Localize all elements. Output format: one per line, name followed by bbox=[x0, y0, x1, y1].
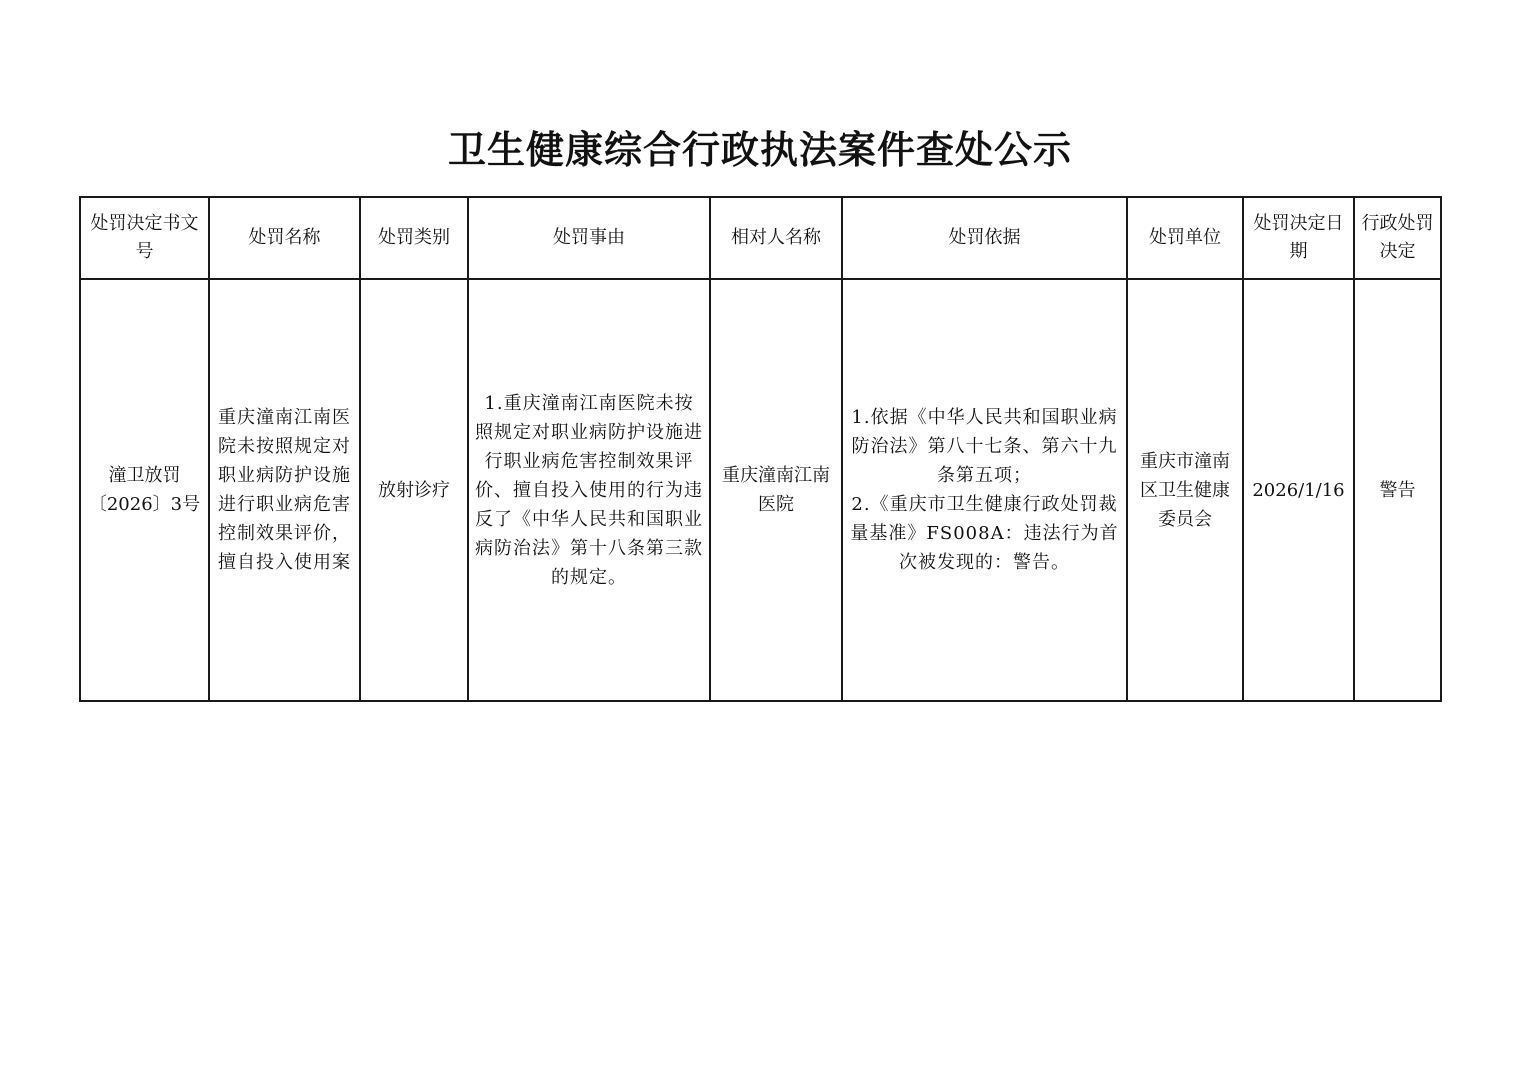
cell-decision-date: 2026/1/16 bbox=[1243, 279, 1354, 701]
header-penalty-basis: 处罚依据 bbox=[842, 197, 1127, 279]
header-penalty-name: 处罚名称 bbox=[209, 197, 360, 279]
cell-penalty-basis bbox=[842, 279, 1127, 701]
header-decision: 行政处罚决定 bbox=[1354, 197, 1441, 279]
cell-penalty-reason: 1.重庆潼南江南医院未按照规定对职业病防护设施进行职业病危害控制效果评价、擅自投入使用的行为违反了《中华人民共和国职业病防治法》第十八条第三款的规定。 bbox=[468, 279, 710, 701]
header-party-name: 相对人名称 bbox=[710, 197, 842, 279]
table-row bbox=[80, 279, 1441, 701]
page-title: 卫生健康综合行政执法案件查处公示 bbox=[447, 127, 1072, 172]
header-doc-number: 处罚决定书文号 bbox=[80, 197, 209, 279]
header-penalty-reason: 处罚事由 bbox=[468, 197, 710, 279]
cell-penalty-category: 放射诊疗 bbox=[360, 279, 468, 701]
header-decision-date: 处罚决定日期 bbox=[1243, 197, 1354, 279]
table-header-row bbox=[80, 197, 1441, 279]
cell-penalty-name: 重庆潼南江南医院未按照规定对职业病防护设施进行职业病危害控制效果评价，擅自投入使用案 bbox=[209, 279, 360, 701]
penalty-notice-table bbox=[79, 196, 1442, 702]
penalty-basis-item-1: 1.依据《中华人民共和国职业病防治法》第八十七条、第六十九条第五项； bbox=[851, 407, 1118, 486]
cell-decision: 警告 bbox=[1354, 279, 1441, 701]
header-penalty-unit: 处罚单位 bbox=[1127, 197, 1243, 279]
penalty-basis-item-2: 2.《重庆市卫生健康行政处罚裁量基准》FS008A：违法行为首次被发现的：警告。 bbox=[850, 494, 1119, 573]
cell-doc-number: 潼卫放罚〔2026〕3号 bbox=[80, 279, 209, 701]
cell-penalty-unit: 重庆市潼南区卫生健康委员会 bbox=[1127, 279, 1243, 701]
header-penalty-category: 处罚类别 bbox=[360, 197, 468, 279]
cell-party-name: 重庆潼南江南医院 bbox=[710, 279, 842, 701]
